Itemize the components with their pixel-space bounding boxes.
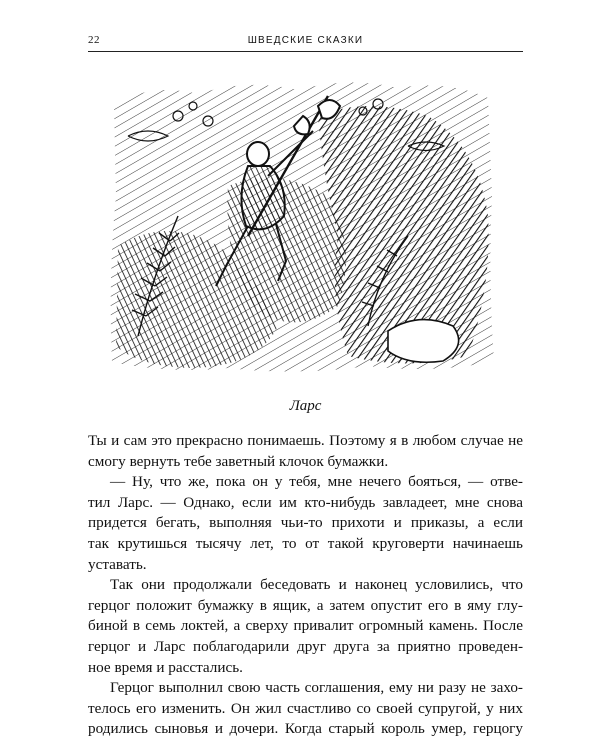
text-line: герцог и Ларс поблагодарили друг друга за приятно проведен- [88,637,523,655]
text-line: родились сыновья и дочери. Когда старый король умер, герцогу [88,720,523,738]
running-head: ШВЕДСКИЕ СКАЗКИ [247,35,364,46]
text-line: Ты и сам это прекрасно понимаешь. Поэтому я в любом случае не [88,432,523,449]
text-line: придется бегать, выполняя чьи-то прихоти и приказы, а если [88,514,523,532]
header-rule [88,51,523,52]
illustration-lars [108,76,494,376]
body-text [88,431,523,740]
text-line: ное время и расстались. [88,658,243,676]
page-header [88,34,523,52]
page-number: 22 [88,34,100,46]
text-line: тил Ларс. — Однако, если им кто-нибудь завладеет, мне снова [88,493,523,511]
text-line: герцог положит бумажку в ящик, а затем опустит его в яму глу- [88,596,523,614]
text-line: смогу вернуть тебе заветный клочок бумажки. [88,452,389,470]
text-line: биной в семь локтей, а сверху привалит огромный камень. После [88,617,523,635]
text-line: — Ну, что же, пока он у тебя, мне нечего бояться, — отве- [110,473,523,491]
text-line: так крутишься тысячу лет, то от такой круговерти начинаешь [88,534,523,552]
text-line: телось его изменить. Он жил счастливо со своей супругой, у них [88,699,523,717]
text-line: Герцог выполнил свою часть соглашения, ему ни разу не захо- [110,679,523,697]
text-line: уставать. [88,555,147,573]
text-line: Так они продолжали беседовать и наконец условились, что [110,576,523,594]
illustration-caption: Ларс [289,398,322,414]
